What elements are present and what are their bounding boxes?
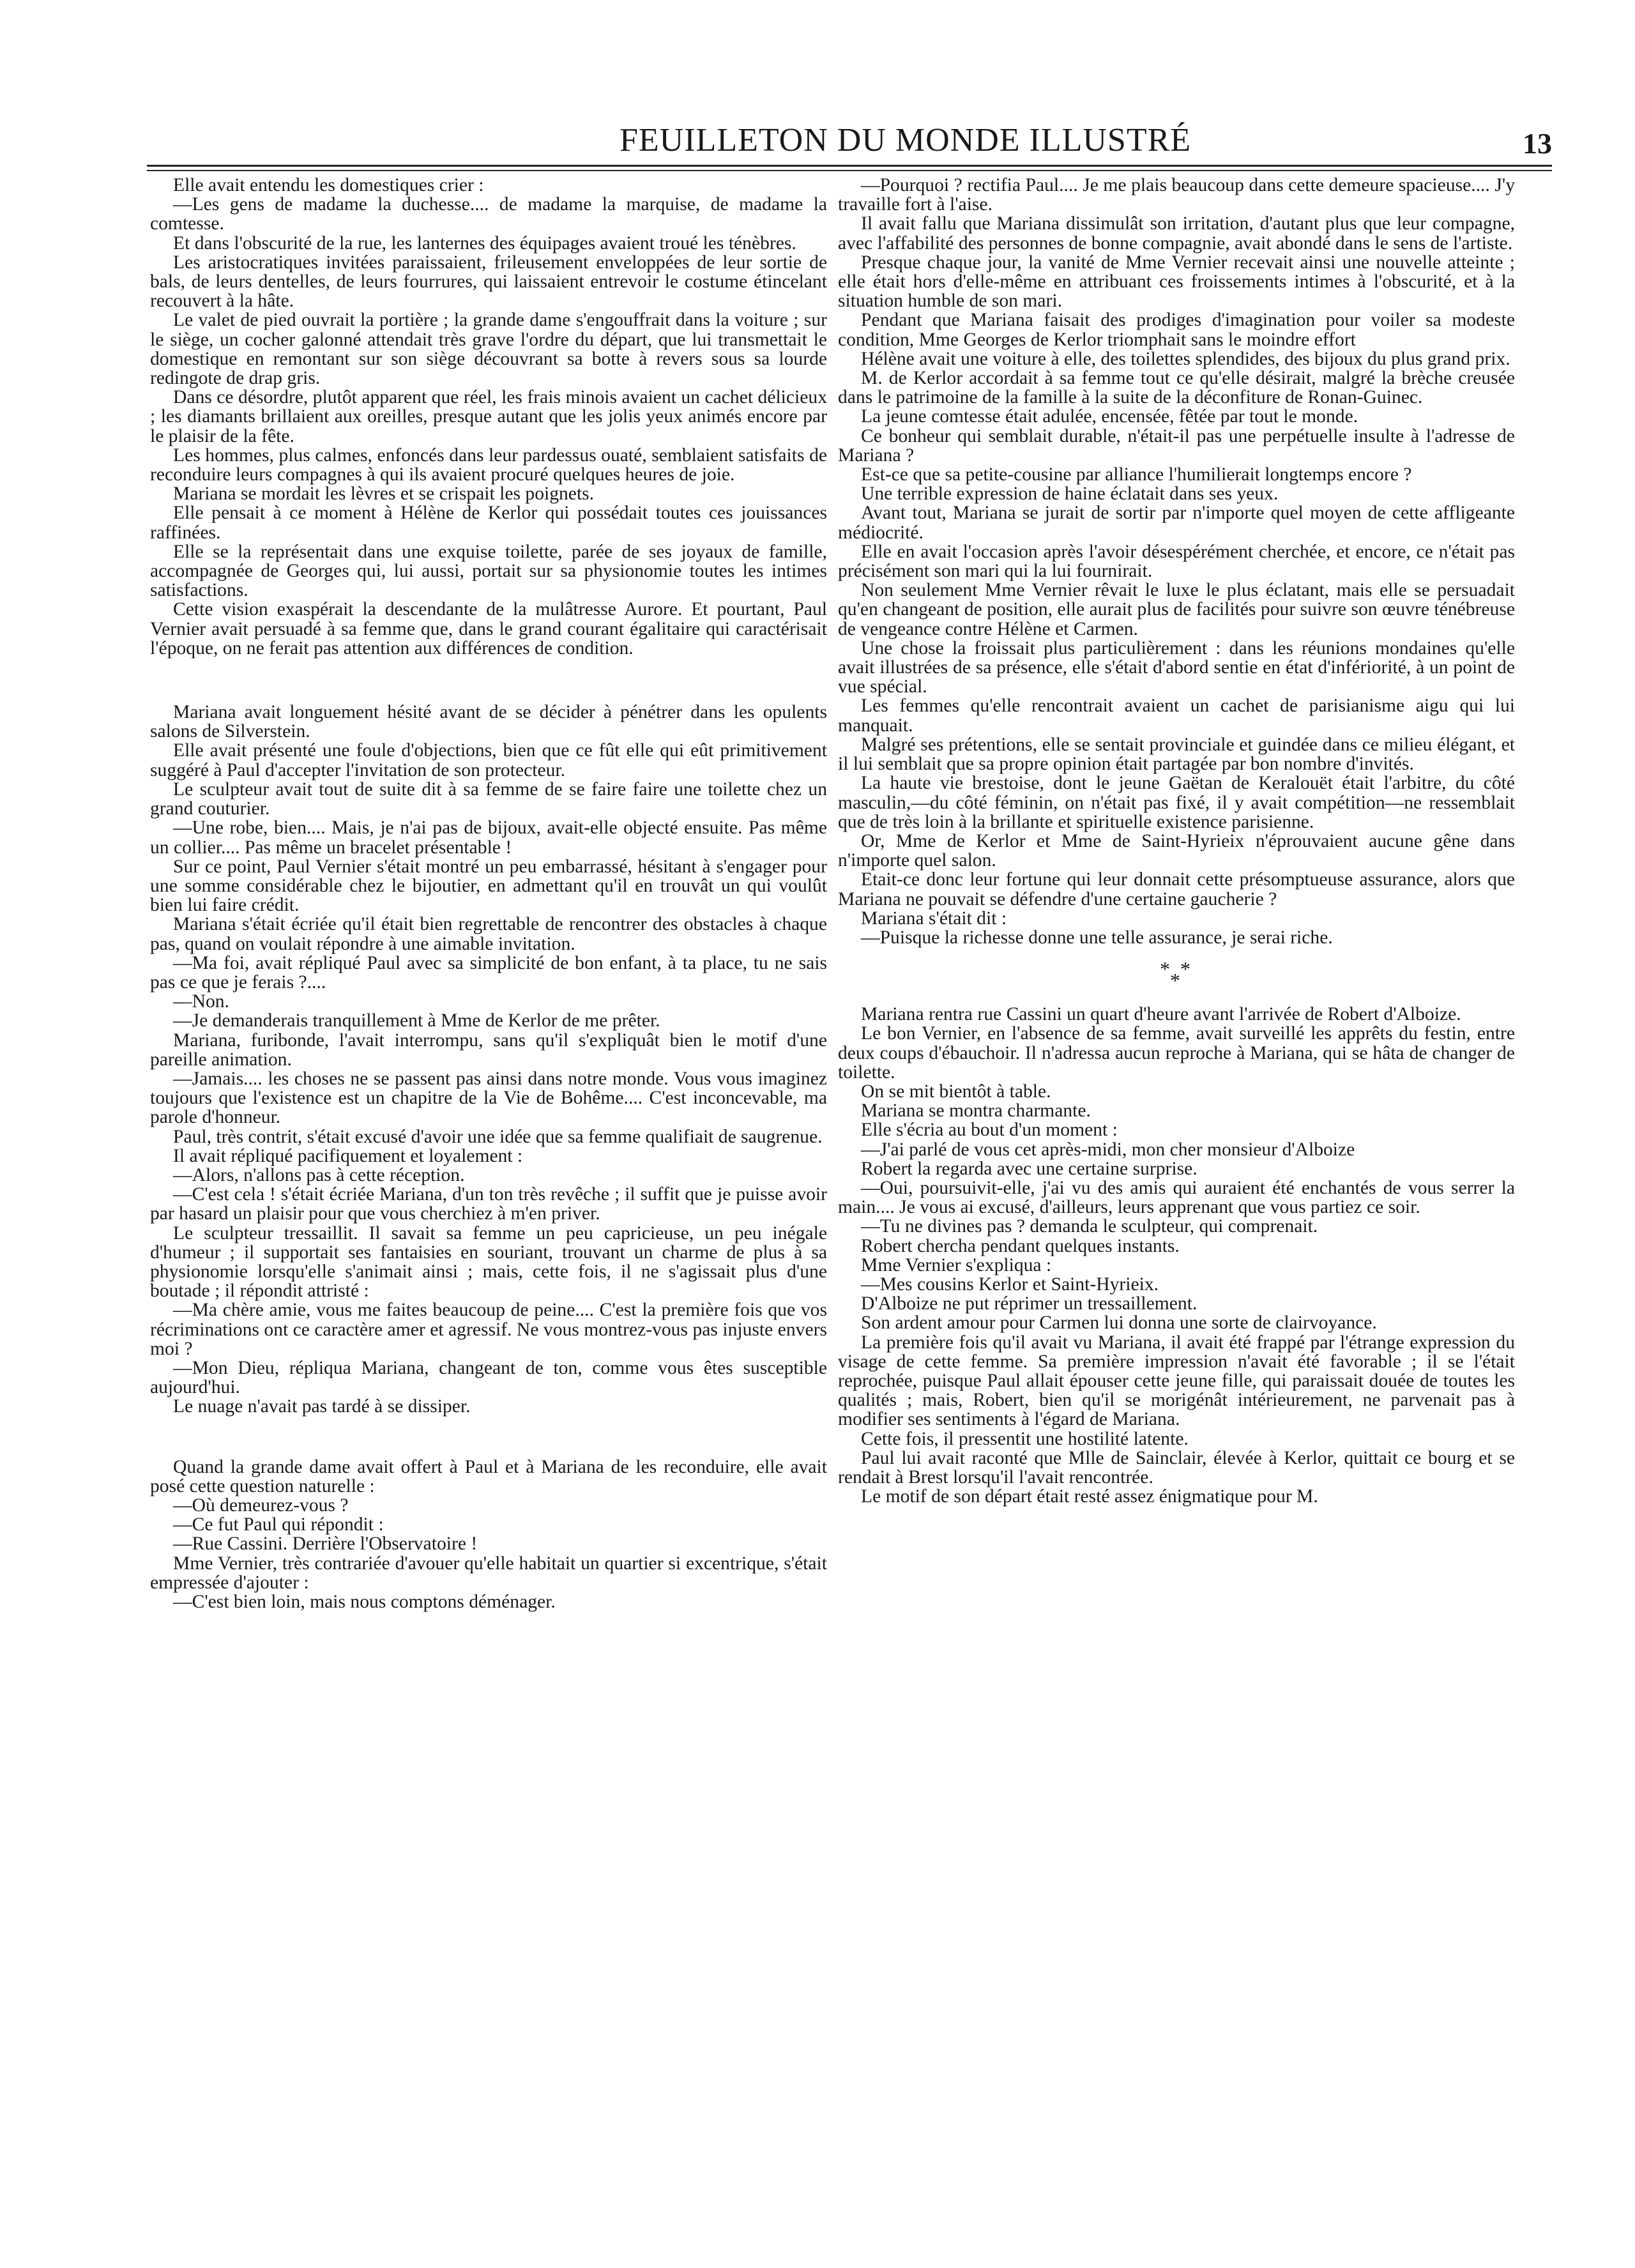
paragraph: Les femmes qu'elle rencontrait avaient un cachet de parisianisme aigu qui lui manquait.	[838, 696, 1515, 736]
paragraph: La première fois qu'il avait vu Mariana, il avait été frappé par l'étrange expression du visage de cette femme. Sa première impression n'avait été favorable ; il se l'était reprochée, puisque Paul allait épouser cette jeune fille, qui paraissait douée de toutes les qualités ; mais, Robert, bien qu'il se morigénât intérieurement, ne parvenait pas à modifier ses sentiments à l'égard de Mariana.	[838, 1332, 1515, 1430]
paragraph: On se mit bientôt à table.	[861, 1081, 1051, 1102]
paragraph: Mariana se montra charmante.	[861, 1100, 1091, 1122]
paragraph: —Oui, poursuivit-elle, j'ai vu des amis qui auraient été enchantés de vous serrer la main.... Je vous ai excusé, d'ailleurs, leurs apprenant que vous partiez ce soir.	[838, 1177, 1515, 1218]
paragraph: Dans ce désordre, plutôt apparent que réel, les frais minois avaient un cachet délicieux ; les diamants brillaient aux oreilles, presque autant que les jolis yeux animés encore par le plaisir de la fête.	[150, 387, 827, 446]
page-number: 13	[1523, 127, 1552, 160]
paragraph: Ce bonheur qui semblait durable, n'était-il pas une perpétuelle insulte à l'adresse de Mariana ?	[838, 425, 1515, 466]
left-column	[150, 176, 827, 1611]
paragraph: Elle avait entendu les domestiques crier :	[173, 175, 484, 195]
paragraph: —Puisque la richesse donne une telle assurance, je serai riche.	[861, 927, 1333, 948]
paragraph: Les aristocratiques invitées paraissaient, frileusement enveloppées de leur sortie de bals, de leurs dentelles, de leurs fourrures, qui laissaient entrevoir le costume étincelant recouvert à la hâte.	[150, 252, 827, 312]
paragraph: —Je demanderais tranquillement à Mme de Kerlor de me prêter.	[173, 1010, 660, 1031]
paragraph: Le nuage n'avait pas tardé à se dissiper.	[173, 1396, 471, 1417]
asterism-divider	[838, 959, 1515, 991]
left-column-section-1	[150, 176, 827, 658]
asterism-star: *	[1180, 957, 1190, 981]
header-rule-bottom	[147, 170, 1552, 171]
paragraph: Mariana s'était écriée qu'il était bien regrettable de rencontrer des obstacles à chaque pas, quand on voulait répondre à une aimable invitation.	[150, 914, 827, 954]
section-gap	[150, 1417, 827, 1457]
paragraph: Elle avait présenté une foule d'objections, bien que ce fût elle qui eût primitivement suggéré à Paul d'accepter l'invitation de son protecteur.	[150, 740, 827, 780]
paragraph: Elle s'écria au bout d'un moment :	[861, 1120, 1118, 1141]
asterism-star: *	[1170, 969, 1180, 993]
paragraph: Sur ce point, Paul Vernier s'était montré un peu embarrassé, hésitant à s'engager pour une somme considérable chez le bijoutier, en admettant qu'il en trouvât un qui voulût bien lui faire crédit.	[150, 856, 827, 916]
section-gap	[150, 658, 827, 703]
paragraph: Le motif de son départ était resté assez énigmatique pour M.	[861, 1486, 1318, 1507]
right-column-section-2	[838, 1005, 1515, 1506]
paragraph: Elle en avait l'occasion après l'avoir désespérément cherchée, et encore, ce n'était pas précisément son mari qui la lui fournirait.	[838, 541, 1515, 582]
paragraph: Robert la regarda avec une certaine surprise.	[861, 1158, 1198, 1179]
paragraph: Elle pensait à ce moment à Hélène de Kerlor qui possédait toutes ces jouissances raffinées.	[150, 503, 827, 543]
paragraph: D'Alboize ne put réprimer un tressaillement.	[861, 1293, 1198, 1314]
paragraph: Quand la grande dame avait offert à Paul et à Mariana de les reconduire, elle avait posé cette question naturelle :	[150, 1456, 827, 1496]
header-rule-top	[147, 165, 1552, 167]
paragraph: Etait-ce donc leur fortune qui leur donnait cette présomptueuse assurance, alors que Mariana ne pouvait se défendre d'une certaine gaucherie ?	[838, 869, 1515, 909]
left-column-section-2	[150, 703, 827, 1417]
right-column	[838, 176, 1515, 1506]
paragraph: —Alors, n'allons pas à cette réception.	[173, 1164, 465, 1185]
paragraph: Avant tout, Mariana se jurait de sortir par n'importe quel moyen de cette affligeante médiocrité.	[838, 503, 1515, 543]
asterism-star: *	[1160, 957, 1170, 981]
paragraph: Non seulement Mme Vernier rêvait le luxe le plus éclatant, mais elle se persuadait qu'en changeant de position, elle aurait plus de facilités pour suivre son œuvre ténébreuse de vengeance contre Hélène et Carmen.	[838, 580, 1515, 639]
paragraph: Presque chaque jour, la vanité de Mme Vernier recevait ainsi une nouvelle atteinte ; elle était hors d'elle-même en attribuant ces froissements intimes à l'obscurité, et à la situation humble de son mari.	[838, 252, 1515, 312]
paragraph: Les hommes, plus calmes, enfoncés dans leur pardessus ouaté, semblaient satisfaits de reconduire leurs compagnes à qui ils avaient procuré quelques heures de joie.	[150, 445, 827, 485]
paragraph: —Mes cousins Kerlor et Saint-Hyrieix.	[861, 1274, 1159, 1295]
paragraph: Mariana avait longuement hésité avant de se décider à pénétrer dans les opulents salons de Silverstein.	[150, 702, 827, 742]
paragraph: Mme Vernier s'expliqua :	[861, 1254, 1052, 1275]
paragraph: Mariana, furibonde, l'avait interrompu, sans qu'il s'expliquât bien le motif d'une pareille animation.	[150, 1030, 827, 1070]
paragraph: —Une robe, bien.... Mais, je n'ai pas de bijoux, avait-elle objecté ensuite. Pas même un collier.... Pas même un bracelet présentable !	[150, 818, 827, 858]
paragraph: Le sculpteur avait tout de suite dit à sa femme de se faire faire une toilette chez un grand couturier.	[150, 779, 827, 819]
paragraph: Or, Mme de Kerlor et Mme de Saint-Hyrieix n'éprouvaient aucune gêne dans n'importe quel salon.	[838, 830, 1515, 871]
paragraph: Paul, très contrit, s'était excusé d'avoir une idée que sa femme qualifiait de saugrenue.	[173, 1126, 823, 1147]
paragraph: Il avait fallu que Mariana dissimulât son irritation, d'autant plus que leur compagne, avec l'affabilité des personnes de bonne compagnie, avait abondé dans le sens de l'artiste.	[838, 213, 1515, 254]
paragraph: La jeune comtesse était adulée, encensée, fêtée par tout le monde.	[861, 406, 1358, 427]
paragraph: Son ardent amour pour Carmen lui donna une sorte de clairvoyance.	[861, 1313, 1377, 1334]
paragraph: Paul lui avait raconté que Mlle de Sainclair, élevée à Kerlor, quittait ce bourg et se rendait à Brest lorsqu'il l'avait rencontrée.	[838, 1447, 1515, 1488]
right-column-section-1	[838, 176, 1515, 947]
paragraph: M. de Kerlor accordait à sa femme tout ce qu'elle désirait, malgré la brèche creusée dans le patrimoine de la famille à la suite de la déconfiture de Ronan-Guinec.	[838, 368, 1515, 408]
paragraph: —Mon Dieu, répliqua Mariana, changeant de ton, comme vous êtes susceptible aujourd'hui.	[150, 1357, 827, 1398]
paragraph: Hélène avait une voiture à elle, des toilettes splendides, des bijoux du plus grand prix.	[861, 348, 1510, 369]
paragraph: —Ma chère amie, vous me faites beaucoup de peine.... C'est la première fois que vos récriminations ont ce caractère amer et agressif. Ne vous montrez-vous pas injuste envers moi ?	[150, 1300, 827, 1359]
paragraph: Le sculpteur tressaillit. Il savait sa femme un peu capricieuse, un peu inégale d'humeur ; il supportait ses fantaisies en souriant, trouvant un charme de plus à sa physionomie lorsqu'elle s'animait ainsi ; mais, cette fois, il ne s'agissait plus d'une boutade ; il répondit attristé :	[150, 1222, 827, 1302]
paragraph: Mariana rentra rue Cassini un quart d'heure avant l'arrivée de Robert d'Alboize.	[861, 1004, 1461, 1025]
paragraph: Elle se la représentait dans une exquise toilette, parée de ses joyaux de famille, accompagnée de Georges qui, lui aussi, portait sur sa physionomie toutes les intimes satisfactions.	[150, 541, 827, 601]
paragraph: —Rue Cassini. Derrière l'Observatoire !	[173, 1534, 478, 1555]
paragraph: —Tu ne divines pas ? demanda le sculpteur, qui comprenait.	[861, 1216, 1318, 1237]
paragraph: Et dans l'obscurité de la rue, les lanternes des équipages avaient troué les ténèbres.	[173, 232, 796, 254]
paragraph: —Ce fut Paul qui répondit :	[173, 1514, 384, 1535]
paragraph: Cette fois, il pressentit une hostilité latente.	[861, 1428, 1189, 1449]
running-title: FEUILLETON DU MONDE ILLUSTRÉ	[620, 122, 1192, 158]
paragraph: Malgré ses prétentions, elle se sentait provinciale et guindée dans ce milieu élégant, et il lui semblait que sa propre opinion était partagée par bon nombre d'invités.	[838, 734, 1515, 775]
paragraph: —Où demeurez-vous ?	[173, 1495, 349, 1516]
paragraph: Le bon Vernier, en l'absence de sa femme, avait surveillé les apprêts du festin, entre deux coups d'ébauchoir. Il n'adressa aucun reproche à Mariana, qui se hâta de changer de toilette.	[838, 1023, 1515, 1083]
paragraph: —Pourquoi ? rectifia Paul.... Je me plais beaucoup dans cette demeure spacieuse.... J'y travaille fort à l'aise.	[838, 175, 1515, 215]
paragraph: Mariana se mordait les lèvres et se crispait les poignets.	[173, 483, 595, 505]
left-column-section-3	[150, 1457, 827, 1612]
paragraph: Cette vision exaspérait la descendante de la mulâtresse Aurore. Et pourtant, Paul Vernier avait persuadé à sa femme que, dans le grand courant égalitaire qui caractérisait l'époque, on ne ferait pas attention aux différences de condition.	[150, 599, 827, 658]
paragraph: La haute vie brestoise, dont le jeune Gaëtan de Keralouët était l'arbitre, du côté masculin,—du côté féminin, on n'était pas fixé, il y avait compétition—ne ressemblait que de très loin à la brillante et spirituelle existence parisienne.	[838, 773, 1515, 832]
paragraph: Mme Vernier, très contrariée d'avouer qu'elle habitait un quartier si excentrique, s'était empressée d'ajouter :	[150, 1553, 827, 1593]
paragraph: Le valet de pied ouvrait la portière ; la grande dame s'engouffrait dans la voiture ; sur le siège, un cocher galonné attendait très grave l'ordre du départ, que lui transmettait le domestique en remontant sur son siège découvrant sa botte à revers sous sa lourde redingote de drap gris.	[150, 310, 827, 389]
paragraph: Pendant que Mariana faisait des prodiges d'imagination pour voiler sa modeste condition, Mme Georges de Kerlor triomphait sans le moindre effort	[838, 310, 1515, 350]
paragraph: —C'est bien loin, mais nous comptons déménager.	[173, 1592, 556, 1613]
paragraph: —Ma foi, avait répliqué Paul avec sa simplicité de bon enfant, à ta place, tu ne sais pas ce que je ferais ?....	[150, 952, 827, 993]
paragraph: Robert chercha pendant quelques instants.	[861, 1235, 1180, 1256]
paragraph: Une terrible expression de haine éclatait dans ses yeux.	[861, 483, 1279, 505]
paragraph: —J'ai parlé de vous cet après-midi, mon cher monsieur d'Alboize	[861, 1139, 1355, 1160]
paragraph: Mariana s'était dit :	[861, 908, 1007, 929]
paragraph: —Non.	[173, 991, 229, 1012]
paragraph: —Jamais.... les choses ne se passent pas ainsi dans notre monde. Vous vous imaginez toujours que l'existence est un chapitre de la Vie de Bohême.... C'est inconcevable, ma parole d'honneur.	[150, 1068, 827, 1128]
paragraph: —Les gens de madame la duchesse.... de madame la marquise, de madame la comtesse.	[150, 194, 827, 234]
paragraph: Est-ce que sa petite-cousine par alliance l'humilierait longtemps encore ?	[861, 464, 1412, 485]
paragraph: Il avait répliqué pacifiquement et loyalement :	[173, 1145, 523, 1166]
page-header	[147, 121, 1552, 166]
paragraph: Une chose la froissait plus particulièrement : dans les réunions mondaines qu'elle avait illustrées de sa présence, elle s'était d'abord sentie en état d'infériorité, à un point de vue spécial.	[838, 637, 1515, 697]
paragraph: —C'est cela ! s'était écriée Mariana, d'un ton très revêche ; il suffit que je puisse avoir par hasard un plaisir pour que vous cherchiez à m'en priver.	[150, 1184, 827, 1224]
